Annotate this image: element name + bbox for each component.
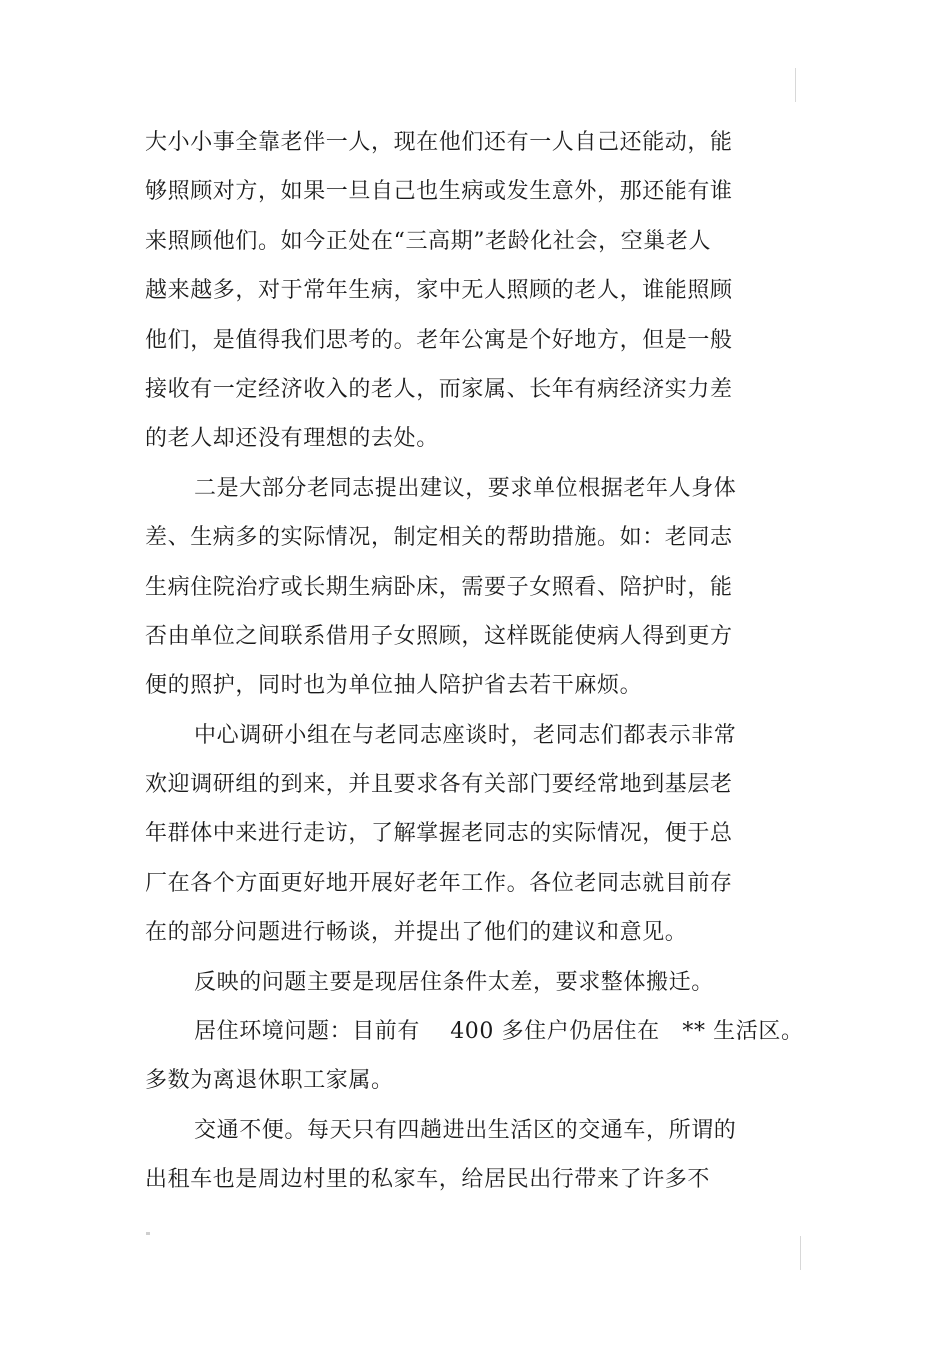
text-line: 他们，是值得我们思考的。老年公寓是个好地方，但是一般 [145, 327, 733, 353]
text-line: 二是大部分老同志提出建议，要求单位根据老年人身体 [194, 475, 737, 501]
text-line: 多数为离退休职工家属。 [145, 1068, 394, 1094]
text-line: 厂在各个方面更好地开展好老年工作。各位老同志就目前存 [145, 870, 733, 896]
page-edge-mark-top [795, 68, 796, 102]
text-line: 居住环境问题：目前有 400 多住户仍居住在 ** 生活区。 [194, 1019, 804, 1045]
text-line: 中心调研小组在与老同志座谈时，老同志们都表示非常 [194, 722, 737, 748]
text-line: 交通不便。每天只有四趟进出生活区的交通车，所谓的 [194, 1117, 737, 1143]
text-line: 够照顾对方，如果一旦自己也生病或发生意外，那还能有谁 [145, 179, 733, 205]
page-edge-mark-bottom [800, 1236, 801, 1270]
text-line: 反映的问题主要是现居住条件太差，要求整体搬迁。 [194, 969, 714, 995]
text-line: 出租车也是周边村里的私家车，给居民出行带来了许多不 [145, 1167, 711, 1193]
text-line: 便的照护，同时也为单位抽人陪护省去若干麻烦。 [145, 673, 643, 699]
document-body [145, 118, 805, 1205]
text-line: 来照顾他们。如今正处在“三高期”老龄化社会，空巢老人 [145, 228, 712, 254]
text-line: 否由单位之间联系借用子女照顾，这样既能使病人得到更方 [145, 623, 733, 649]
text-line: 生病住院治疗或长期生病卧床，需要子女照看、陪护时，能 [145, 574, 733, 600]
page-corner-mark [146, 1232, 150, 1235]
text-line: 年群体中来进行走访，了解掌握老同志的实际情况，便于总 [145, 821, 733, 847]
text-line: 在的部分问题进行畅谈，并提出了他们的建议和意见。 [145, 920, 688, 946]
text-line: 接收有一定经济收入的老人，而家属、长年有病经济实力差 [145, 376, 733, 402]
text-line: 越来越多，对于常年生病，家中无人照顾的老人，谁能照顾 [145, 278, 733, 304]
text-line: 欢迎调研组的到来，并且要求各有关部门要经常地到基层老 [145, 772, 733, 798]
text-line: 大小小事全靠老伴一人，现在他们还有一人自己还能动，能 [145, 130, 733, 155]
text-line: 的老人却还没有理想的去处。 [145, 426, 439, 452]
text-line: 差、生病多的实际情况，制定相关的帮助措施。如：老同志 [145, 525, 733, 551]
